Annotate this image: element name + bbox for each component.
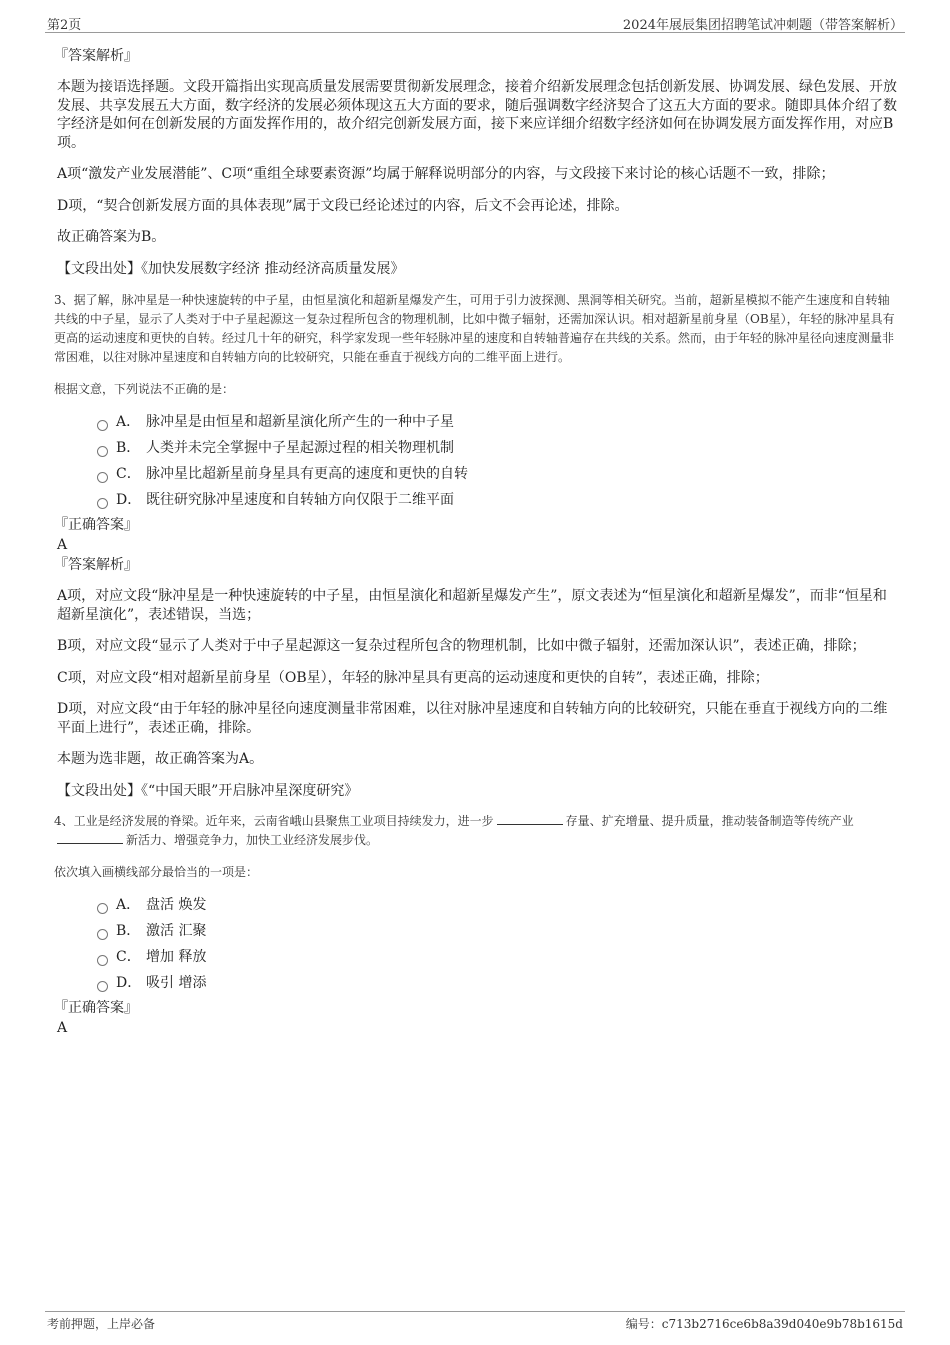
option-text: 既往研究脉冲星速度和自转轴方向仅限于二维平面 <box>146 492 454 508</box>
q4-answer: A <box>57 1020 68 1036</box>
q2-analysis-label: 『答案解析』 <box>54 48 138 64</box>
option-letter: A． <box>116 897 141 913</box>
radio-icon[interactable] <box>97 446 108 457</box>
radio-icon[interactable] <box>97 981 108 992</box>
q4-option-a[interactable] <box>97 892 897 918</box>
q3-analysis-label: 『答案解析』 <box>54 557 138 573</box>
option-letter: C． <box>116 949 141 965</box>
radio-icon[interactable] <box>97 420 108 431</box>
fill-blank <box>57 831 123 844</box>
q4-options <box>97 892 897 996</box>
document-title: 2024年展辰集团招聘笔试冲刺题（带答案解析） <box>622 18 903 33</box>
q2-analysis-paragraph: 本题为接语选择题。文段开篇指出实现高质量发展需要贯彻新发展理念，接着介绍新发展理念包括创新发展、协调发展、绿色发展、开放发展、共享发展五大方面，数字经济的发展必须体现这五大方面的要求，随后强调数字经济契合了这五大方面的要求。随即具体介绍了数字经济是如何在创新发展的方面发挥作用的，故介绍完创新发展方面，接下来应详细介绍数字经济如何在协调发展方面发挥作用，对应B项。 <box>57 79 897 151</box>
option-text: 盘活 焕发 <box>146 897 207 913</box>
q4-prompt: 依次填入画横线部分最恰当的一项是： <box>54 865 259 879</box>
q4-option-b[interactable] <box>97 918 897 944</box>
option-text: 吸引 增添 <box>146 975 207 991</box>
option-text: 脉冲星是由恒星和超新星演化所产生的一种中子星 <box>146 414 454 430</box>
q3-option-c[interactable] <box>97 461 897 487</box>
page-header <box>45 14 905 33</box>
q3-prompt: 根据文意，下列说法不正确的是： <box>54 382 235 396</box>
q3-answer: A <box>57 537 68 553</box>
q3-option-a[interactable] <box>97 409 897 435</box>
q3-source: 【文段出处】《“中国天眼”开启脉冲星深度研究》 <box>57 782 359 799</box>
q3-stem: 3、据了解，脉冲星是一种快速旋转的中子星，由恒星演化和超新星爆发产生，可用于引力波探测、黑洞等相关研究。当前，超新星模拟不能产生速度和自转轴共线的中子星，显示了人类对于中子星起源这一复杂过程所包含的物理机制，比如中微子辐射，还需加深认识。相对超新星前身星（OB星），年轻的脉冲星具有更高的运动速度和更快的自转。经过几十年的研究，科学家发现一些年轻脉冲星的速度和自转轴普遍存在共线的关系。然而，由于年轻的脉冲星径向速度测量非常困难，以往对脉冲星速度和自转轴方向的比较研究，只能在垂直于视线方向的二维平面上进行。 <box>54 293 895 364</box>
option-letter: C． <box>116 466 141 482</box>
q3-options <box>97 409 897 513</box>
q4-stem-part: 存量、扩充增量、提升质量，推动装备制造等传统产业 <box>565 814 854 828</box>
q2-analysis-paragraph: A项“激发产业发展潜能”、C项“重组全球要素资源”均属于解释说明部分的内容，与文段接下来讨论的核心话题不一致，排除； <box>57 166 835 182</box>
fill-blank <box>497 812 563 825</box>
page-content <box>54 46 897 1038</box>
option-text: 增加 释放 <box>146 949 207 965</box>
option-letter: D． <box>116 975 142 991</box>
q3-analysis-paragraph: A项，对应文段“脉冲星是一种快速旋转的中子星，由恒星演化和超新星爆发产生”，原文表述为“恒星演化和超新星爆发”，而非“恒星和超新星演化”，表述错误，当选； <box>57 588 887 623</box>
q3-answer-label: 『正确答案』 <box>54 517 138 533</box>
page-number: 第2页 <box>47 18 82 33</box>
q3-analysis-paragraph: D项，对应文段“由于年轻的脉冲星径向速度测量非常困难，以往对脉冲星速度和自转轴方向的比较研究，只能在垂直于视线方向的二维平面上进行”，表述正确，排除。 <box>57 701 888 736</box>
q4-stem <box>54 812 897 850</box>
q2-analysis-paragraph: 故正确答案为B。 <box>57 229 166 245</box>
page-footer <box>45 1311 905 1334</box>
footer-slogan: 考前押题，上岸必备 <box>47 1317 156 1331</box>
option-letter: B． <box>116 440 141 456</box>
document-id: 编号：c713b2716ce6b8a39d040e9b78b1615d <box>625 1317 903 1331</box>
q4-stem-part: 新活力、增强竞争力，加快工业经济发展步伐。 <box>126 833 379 847</box>
radio-icon[interactable] <box>97 903 108 914</box>
option-text: 脉冲星比超新星前身星具有更高的速度和更快的自转 <box>146 466 468 482</box>
q4-answer-label: 『正确答案』 <box>54 1000 138 1016</box>
option-text: 人类并未完全掌握中子星起源过程的相关物理机制 <box>146 440 454 456</box>
q3-analysis-paragraph: 本题为选非题，故正确答案为A。 <box>57 751 264 767</box>
q4-option-d[interactable] <box>97 970 897 996</box>
radio-icon[interactable] <box>97 472 108 483</box>
option-letter: A． <box>116 414 141 430</box>
q2-source: 【文段出处】《加快发展数字经济 推动经济高质量发展》 <box>57 260 405 277</box>
option-letter: D． <box>116 492 142 508</box>
q2-analysis-paragraph: D项，“契合创新发展方面的具体表现”属于文段已经论述过的内容，后文不会再论述，排除。 <box>57 197 629 214</box>
radio-icon[interactable] <box>97 498 108 509</box>
radio-icon[interactable] <box>97 929 108 940</box>
option-letter: B． <box>116 923 141 939</box>
q3-option-d[interactable] <box>97 487 897 513</box>
option-text: 激活 汇聚 <box>146 923 207 939</box>
q3-option-b[interactable] <box>97 435 897 461</box>
radio-icon[interactable] <box>97 955 108 966</box>
q4-option-c[interactable] <box>97 944 897 970</box>
q3-analysis-paragraph: C项，对应文段“相对超新星前身星（OB星），年轻的脉冲星具有更高的运动速度和更快的自转”，表述正确，排除； <box>57 669 769 686</box>
q3-analysis-paragraph: B项，对应文段“显示了人类对于中子星起源这一复杂过程所包含的物理机制，比如中微子辐射，还需加深认识”，表述正确，排除； <box>57 638 866 654</box>
q4-stem-part: 4、工业是经济发展的脊梁。近年来，云南省峨山县聚焦工业项目持续发力，进一步 <box>54 814 494 828</box>
